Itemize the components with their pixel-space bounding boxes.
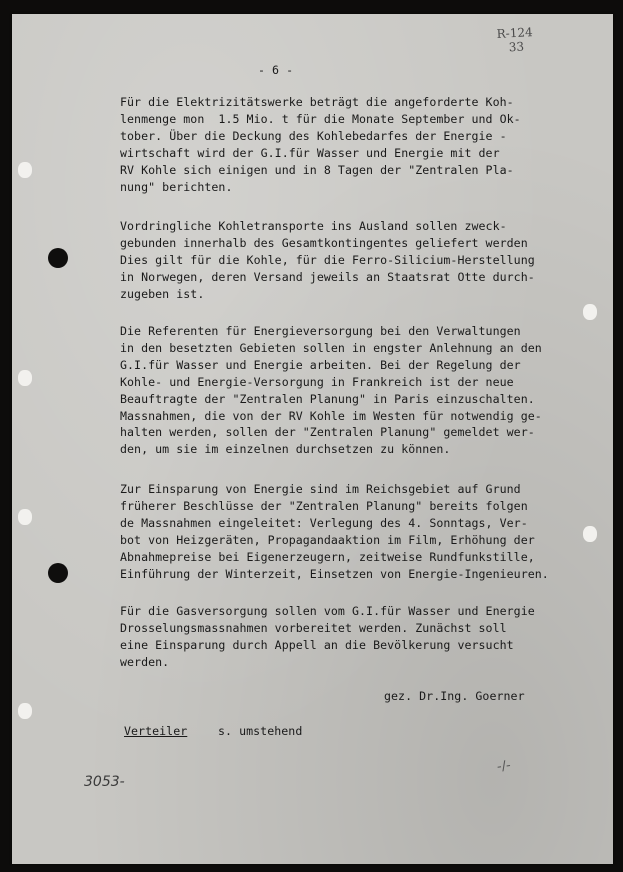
paragraph: Für die Elektrizitätswerke beträgt die angeforderte Koh- lenmenge mon 1.5 Mio. t für die Monate September und Ok- tober. Über die Deckung des Kohlebedarfes der Energie - wirtschaft wird der G.I.für Wasser und Energie mit der RV Kohle sich einigen und in 8 Tagen der "Zentralen Pla- nung" berichten. <box>120 95 521 194</box>
distribution-value: s. umstehend <box>218 724 303 738</box>
archive-annotation: R-124 33 <box>496 25 533 55</box>
paragraph: Zur Einsparung von Energie sind im Reichsgebiet auf Grund früherer Beschlüsse der "Zentralen Planung" bereits folgen de Massnahmen eingeleitet: Verlegung des 4. Sonntags, Ver- bot von Heizgeräten, Propagandaaktion im Film, Erhöhung der Abnahmepreise bei Eigenerzeugern, zeitweise Rundfunkstille, Einführung der Winterzeit, Einsetzen von Energie-Ingenieuren. <box>120 482 549 581</box>
punch-hole <box>18 509 32 525</box>
punch-hole <box>583 304 597 320</box>
punch-hole <box>18 703 32 719</box>
distribution-label: Verteiler <box>124 724 188 738</box>
punch-hole <box>48 563 68 583</box>
page-number: - 6 - <box>258 63 294 77</box>
punch-hole <box>48 248 68 268</box>
punch-hole <box>583 526 597 542</box>
margin-mark: -/- <box>496 758 512 775</box>
paragraph: Vordringliche Kohletransporte ins Ausland sollen zweck- gebunden innerhalb des Gesamtkontingentes geliefert werden Dies gilt für die Kohle, für die Ferro-Silicium-Herstellung in Norwegen, deren Versand jeweils an Staatsrat Otte durch- zugeben ist. <box>120 219 535 301</box>
paragraph: Für die Gasversorgung sollen vom G.I.für Wasser und Energie Drosselungsmassnahmen vorbereitet werden. Zunächst soll eine Einsparung durch Appell an die Bevölkerung versucht werden. <box>120 604 535 669</box>
signature-line: gez. Dr.Ing. Goerner <box>384 689 525 703</box>
punch-hole <box>18 370 32 386</box>
paragraph: Die Referenten für Energieversorgung bei den Verwaltungen in den besetzten Gebieten sollen in engster Anlehnung an den G.I.für Wasser und Energie arbeiten. Bei der Regelung der Kohle- und Energie-Versorgung in Frankreich ist der neue Beauftragte der "Zentralen Planung" in Paris einzuschalten. Massnahmen, die von der RV Kohle im Westen für notwendig ge- halten werden, sollen der "Zentralen Planung" gemeldet wer- den, um sie im einzelnen durchsetzen zu können. <box>120 324 542 457</box>
punch-hole <box>18 162 32 178</box>
folio-number: 3053- <box>84 774 125 790</box>
